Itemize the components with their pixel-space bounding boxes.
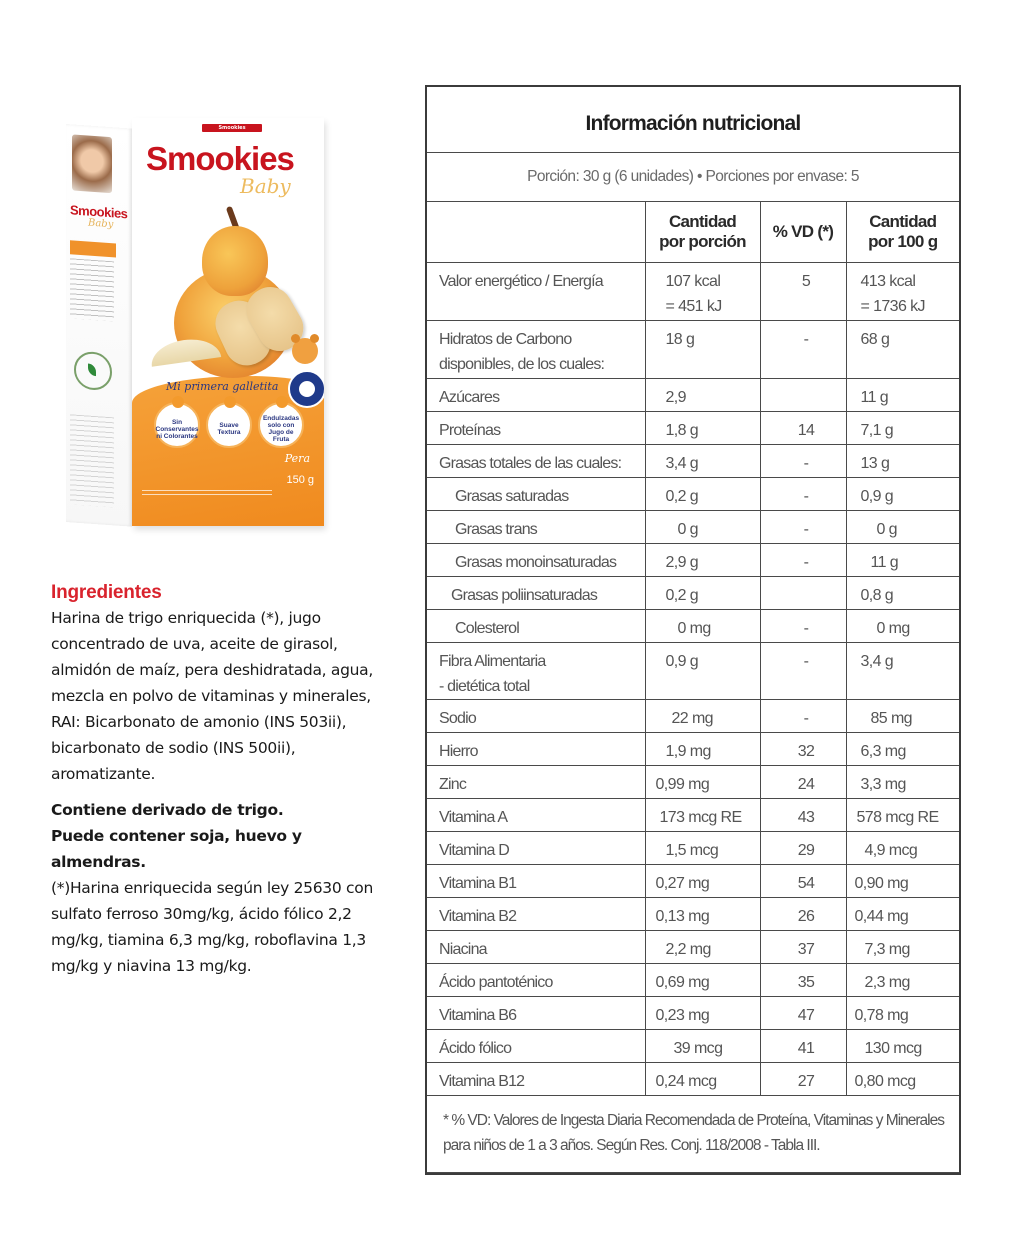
vd-footnote: * % VD: Valores de Ingesta Diaria Recomendada de Proteína, Vitaminas y Minerales para niños de 1 a 3 años. Según Res. Conj. 118/2008 - Tabla III. [427, 1096, 959, 1173]
claim-badge: Suave Textura [206, 402, 252, 448]
portion-info: Porción: 30 g (6 unidades) • Porciones por envase: 5 [427, 153, 959, 202]
nutrient-name: Vitamina B6 [427, 997, 645, 1030]
nutrient-name: Grasas poliinsaturadas [427, 577, 645, 610]
per-100g-value: 2,3 mg [846, 964, 959, 997]
nutrient-name-l2: disponibles, de los cuales: [439, 356, 605, 373]
sub-brand-logo: Baby [240, 174, 291, 198]
per-100g-value: 85 mg [846, 700, 959, 733]
per-100g-value: 11 g [846, 544, 959, 577]
per-portion-value: 22 mg [645, 700, 760, 733]
per-portion-value: 2,9 [645, 379, 760, 412]
nutrient-name: Valor energético / Energía [427, 263, 645, 321]
vd-value: - [760, 511, 846, 544]
per-100g-value [846, 263, 959, 321]
vd-value: 43 [760, 799, 846, 832]
vd-value: - [760, 478, 846, 511]
vd-value: - [760, 321, 846, 379]
pear-top-icon [202, 226, 268, 296]
flavor-label: Pera [284, 452, 310, 465]
per-100g-value: 3,4 g [846, 643, 959, 700]
per-100g-value: 0,8 g [846, 577, 959, 610]
table-row [427, 412, 959, 445]
per-portion-value: 39 mcg [645, 1030, 760, 1063]
nutrition-table [425, 85, 961, 1175]
per-100g-value: 0,78 mg [846, 997, 959, 1030]
per-portion-value: 1,8 g [645, 412, 760, 445]
table-row [427, 379, 959, 412]
vd-value: 29 [760, 832, 846, 865]
side-orange-band [70, 240, 116, 257]
nutrient-name: Vitamina B2 [427, 898, 645, 931]
per-100g-value: 0 g [846, 511, 959, 544]
vd-value: - [760, 610, 846, 643]
header-per-100g-l2: por 100 g [868, 232, 938, 251]
nutrient-name: Azúcares [427, 379, 645, 412]
nutrient-name: Vitamina A [427, 799, 645, 832]
vd-value: 35 [760, 964, 846, 997]
per-portion-value: 0,9 g [645, 643, 760, 700]
nutrient-name: Ácido pantoténico [427, 964, 645, 997]
per-100g-value: 68 g [846, 321, 959, 379]
per-100g-value: 0,80 mcg [846, 1063, 959, 1096]
per-portion-kj: = 451 kJ [665, 298, 722, 315]
table-row [427, 1030, 959, 1063]
table-row [427, 577, 959, 610]
per-100g-value: 0 mg [846, 610, 959, 643]
header-per-portion [645, 202, 760, 263]
nutrient-name [427, 643, 645, 700]
nutrient-name: Ácido fólico [427, 1030, 645, 1063]
table-row [427, 445, 959, 478]
nutrient-name: Grasas monoinsaturadas [427, 544, 645, 577]
product-box-image [62, 118, 324, 528]
vd-value: 41 [760, 1030, 846, 1063]
top-tab [202, 124, 262, 132]
per-portion-value: 0,2 g [645, 577, 760, 610]
per-portion-value [645, 263, 760, 321]
per-100g-value: 7,1 g [846, 412, 959, 445]
nutrition-title: Información nutricional [427, 87, 959, 153]
table-row [427, 511, 959, 544]
table-row [427, 478, 959, 511]
per-portion-value: 0,99 mg [645, 766, 760, 799]
per-100g-kcal: 413 kcal [860, 273, 916, 290]
per-portion-value: 0,13 mg [645, 898, 760, 931]
table-row [427, 898, 959, 931]
vd-value: 54 [760, 865, 846, 898]
header-per-portion-l2: por porción [659, 232, 746, 251]
table-row [427, 263, 959, 321]
per-portion-value: 2,2 mg [645, 931, 760, 964]
nutrient-name: Grasas totales de las cuales: [427, 445, 645, 478]
vd-value: - [760, 643, 846, 700]
tagline: Mi primera galletita [166, 380, 279, 393]
per-portion-value: 1,9 mg [645, 733, 760, 766]
header-per-portion-l1: Cantidad [668, 212, 737, 231]
table-row [427, 865, 959, 898]
per-portion-value: 0,69 mg [645, 964, 760, 997]
per-portion-value: 0,2 g [645, 478, 760, 511]
vd-value: 14 [760, 412, 846, 445]
seal-icon [74, 351, 112, 392]
ingredients-text: Harina de trigo enriquecida (*), jugo concentrado de uva, aceite de girasol, almidón de maíz, pera deshidratada, agua, mezcla en polvo de vitaminas y minerales, RAI: Bicarbonato de amonio (INS 503ii), bicarbonato de sodio (INS 500ii), aromatizante. [51, 609, 373, 783]
top-tab-label: Smookies [218, 125, 246, 131]
per-portion-value: 1,5 mcg [645, 832, 760, 865]
table-row [427, 610, 959, 643]
nutrient-name: Zinc [427, 766, 645, 799]
brand-logo: Smookies [146, 140, 294, 177]
per-portion-value: 0,23 mg [645, 997, 760, 1030]
per-portion-value: 18 g [645, 321, 760, 379]
vd-value: - [760, 445, 846, 478]
header-nutrient [427, 202, 645, 263]
table-row [427, 931, 959, 964]
table-row [427, 964, 959, 997]
per-portion-value: 0,24 mcg [645, 1063, 760, 1096]
ingredients-title: Ingredientes [51, 582, 162, 603]
enrichment-note: (*)Harina enriquecida según ley 25630 con sulfato ferroso 30mg/kg, ácido fólico 2,2 mg/kg, tiamina 6,3 mg/kg, roboflavina 1,3 mg/kg y niavina 13 mg/kg. [51, 879, 373, 975]
claim-badge: Sin Conservantes ni Colorantes [154, 402, 200, 448]
header-vd: % VD (*) [760, 202, 846, 263]
vd-value: 26 [760, 898, 846, 931]
per-100g-value: 0,44 mg [846, 898, 959, 931]
nutrient-name: Hierro [427, 733, 645, 766]
table-row [427, 321, 959, 379]
per-100g-value: 11 g [846, 379, 959, 412]
table-row [427, 643, 959, 700]
vd-value [760, 577, 846, 610]
table-row [427, 544, 959, 577]
per-100g-value: 3,3 mg [846, 766, 959, 799]
nutrient-name: Vitamina B12 [427, 1063, 645, 1096]
vd-value: 47 [760, 997, 846, 1030]
header-per-100g-l1: Cantidad [869, 212, 937, 231]
table-row [427, 799, 959, 832]
per-portion-kcal: 107 kcal [665, 273, 721, 290]
nutrient-name: Proteínas [427, 412, 645, 445]
per-100g-value: 0,9 g [846, 478, 959, 511]
table-row [427, 766, 959, 799]
per-portion-value: 0 mg [645, 610, 760, 643]
box-side-panel [66, 124, 132, 527]
vd-value: 5 [760, 263, 846, 321]
nutrient-name: Sodio [427, 700, 645, 733]
nutrient-name: Grasas saturadas [427, 478, 645, 511]
per-portion-value: 0 g [645, 511, 760, 544]
table-row [427, 1063, 959, 1096]
teddy-bear-icon [292, 338, 318, 364]
table-row [427, 733, 959, 766]
nutrient-name: Niacina [427, 931, 645, 964]
per-portion-value: 3,4 g [645, 445, 760, 478]
per-100g-value: 578 mcg RE [846, 799, 959, 832]
per-100g-value: 13 g [846, 445, 959, 478]
per-portion-value: 0,27 mg [645, 865, 760, 898]
nutrient-name: Colesterol [427, 610, 645, 643]
per-100g-value: 7,3 mg [846, 931, 959, 964]
front-fine-print [142, 490, 272, 498]
per-100g-kj: = 1736 kJ [860, 298, 925, 315]
allergen-line-2: Puede contener soja, huevo y almendras. [51, 827, 302, 871]
vd-value [760, 379, 846, 412]
per-100g-value: 6,3 mg [846, 733, 959, 766]
per-100g-value: 4,9 mcg [846, 832, 959, 865]
header-per-100g [846, 202, 959, 263]
nutrient-name-l2: - dietética total [439, 678, 530, 695]
per-100g-value: 0,90 mg [846, 865, 959, 898]
side-brand-logo: Smookies [70, 202, 128, 222]
side-fine-print-2 [70, 414, 114, 507]
claim-badge: Endulzadas solo con Jugo de Fruta [258, 402, 304, 448]
vd-value: 27 [760, 1063, 846, 1096]
nutrient-name-l1: Hidratos de Carbono [439, 331, 572, 348]
table-row [427, 997, 959, 1030]
per-100g-value: 130 mcg [846, 1030, 959, 1063]
nutrient-name-l1: Fibra Alimentaria [439, 653, 546, 670]
baby-photo [72, 134, 112, 193]
allergen-line-1: Contiene derivado de trigo. [51, 801, 284, 819]
vd-value: - [760, 700, 846, 733]
side-sub-brand: Baby [88, 217, 114, 231]
ingredients-section [51, 581, 391, 979]
table-row [427, 700, 959, 733]
box-front-panel [132, 118, 324, 526]
nutrient-name: Vitamina B1 [427, 865, 645, 898]
nutrient-name: Grasas trans [427, 511, 645, 544]
nutrient-name [427, 321, 645, 379]
per-portion-value: 2,9 g [645, 544, 760, 577]
side-fine-print [70, 258, 114, 321]
net-weight: 150 g [286, 474, 314, 486]
allergen-warning [51, 797, 391, 875]
table-row [427, 832, 959, 865]
nutrient-name: Vitamina D [427, 832, 645, 865]
vd-value: 37 [760, 931, 846, 964]
vd-value: 32 [760, 733, 846, 766]
vd-value: 24 [760, 766, 846, 799]
vd-value: - [760, 544, 846, 577]
per-portion-value: 173 mcg RE [645, 799, 760, 832]
omega-badge-icon [288, 370, 324, 408]
